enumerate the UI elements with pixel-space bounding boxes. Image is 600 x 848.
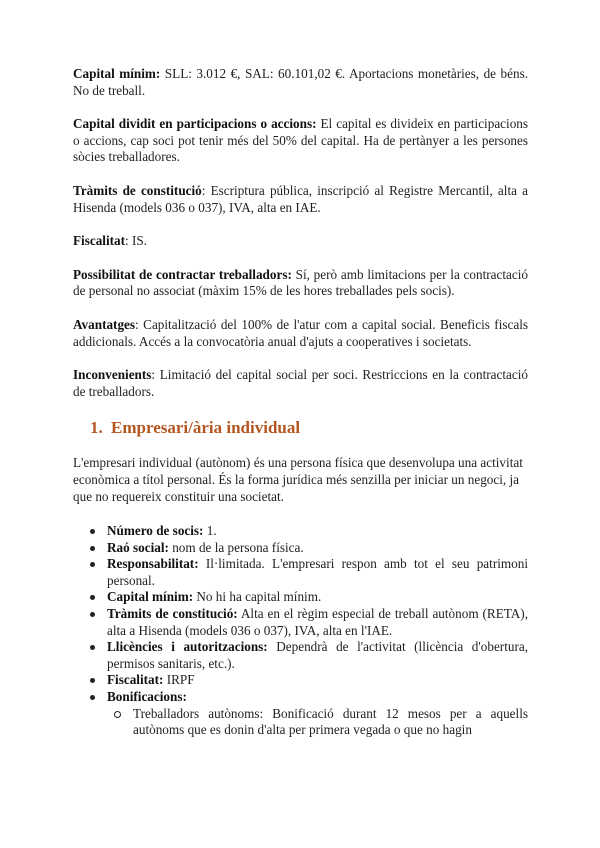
paragraph-inconvenients [73, 367, 528, 400]
item-label: Capital mínim: [107, 589, 194, 605]
paragraph-text: SLL: 3.012 €, SAL: 60.101,02 €. Aportacions monetàries, de béns. No de treball. [73, 66, 528, 98]
paragraph-capital-minim [73, 66, 528, 99]
paragraph-tramits [73, 183, 528, 216]
paragraph-fiscalitat [73, 233, 528, 250]
item-label: Número de socis: [107, 523, 204, 539]
list-item [73, 672, 528, 689]
paragraph-text: : IS. [125, 233, 147, 249]
section-heading [90, 417, 528, 439]
paragraph-contractar [73, 267, 528, 300]
list-item [73, 639, 528, 672]
section-number: 1. [90, 418, 103, 438]
item-text: 1. [203, 523, 217, 539]
paragraph-text: : Limitació del capital social per soci. Restriccions en la contractació de treballadors. [73, 367, 528, 399]
paragraph-avantatges [73, 317, 528, 350]
item-text: Dependrà de l'activitat (llicència d'obertura, permisos sanitaris, etc.). [107, 639, 528, 671]
list-item [73, 689, 528, 739]
paragraph-label: Capital dividit en participacions o accions: [73, 116, 317, 132]
item-label: Tràmits de constitució: [107, 606, 238, 622]
paragraph-text: : Capitalització del 100% de l'atur com a capital social. Beneficis fiscals addicionals. Accés a la convocatòria anual d'ajuts a cooperatives i societats. [73, 316, 528, 349]
section-intro: L'empresari individual (autònom) és una persona física que desenvolupa una activitat econòmica a títol personal. És la forma jurídica més senzilla per iniciar un negoci, ja que no requereix constituir una societat. [73, 455, 523, 504]
paragraph-label: Avantatges [73, 316, 136, 332]
list-item [73, 589, 528, 606]
item-label: Fiscalitat: [107, 672, 164, 688]
item-label: Bonificacions: [107, 689, 187, 705]
item-text: Alta en el règim especial de treball autònom (RETA), alta a Hisenda (models 036 o 037), IVA, alta en l'IAE. [107, 606, 528, 638]
item-label: Llicències i autoritzacions: [107, 639, 268, 655]
item-text: IRPF [163, 672, 195, 688]
sub-list-item [107, 706, 528, 739]
sub-item-label: Treballadors autònoms: [133, 705, 264, 721]
list-item [73, 556, 528, 589]
section-title: Empresari/ària individual [111, 418, 301, 438]
paragraph-label: Fiscalitat [73, 233, 126, 249]
list-item [73, 523, 528, 540]
paragraph-text: Sí, però amb limitacions per la contractació de personal no associat (màxim 15% de les hores treballades pels socis). [73, 266, 528, 299]
paragraph-label: Inconvenients [73, 367, 152, 383]
paragraph-label: Tràmits de constitució [73, 182, 202, 198]
item-label: Raó social: [107, 539, 169, 555]
paragraph-capital-dividit [73, 116, 528, 166]
feature-list [73, 523, 528, 739]
paragraph-text: : Escriptura pública, inscripció al Registre Mercantil, alta a Hisenda (models 036 o 037), IVA, alta en IAE. [73, 182, 528, 215]
item-text: Il·limitada. L'empresari respon amb tot el seu patrimoni personal. [107, 556, 528, 588]
item-text: nom de la persona física. [168, 539, 304, 555]
list-item [73, 606, 528, 639]
item-text: No hi ha capital mínim. [193, 589, 322, 605]
paragraph-label: Capital mínim: [73, 66, 161, 81]
sub-list [107, 706, 528, 739]
paragraph-text: El capital es divideix en participacions o accions, cap soci pot tenir més del 50% del capital. Ha de pertànyer a les persones sòcies treballadores. [73, 116, 529, 165]
paragraph-label: Possibilitat de contractar treballadors: [73, 266, 292, 282]
sub-item-text: Bonificació durant 12 mesos per a aquells autònoms que es donin d'alta per primera vegada o que no hagin [133, 705, 528, 738]
item-label: Responsabilitat: [107, 556, 199, 572]
list-item [73, 540, 528, 557]
